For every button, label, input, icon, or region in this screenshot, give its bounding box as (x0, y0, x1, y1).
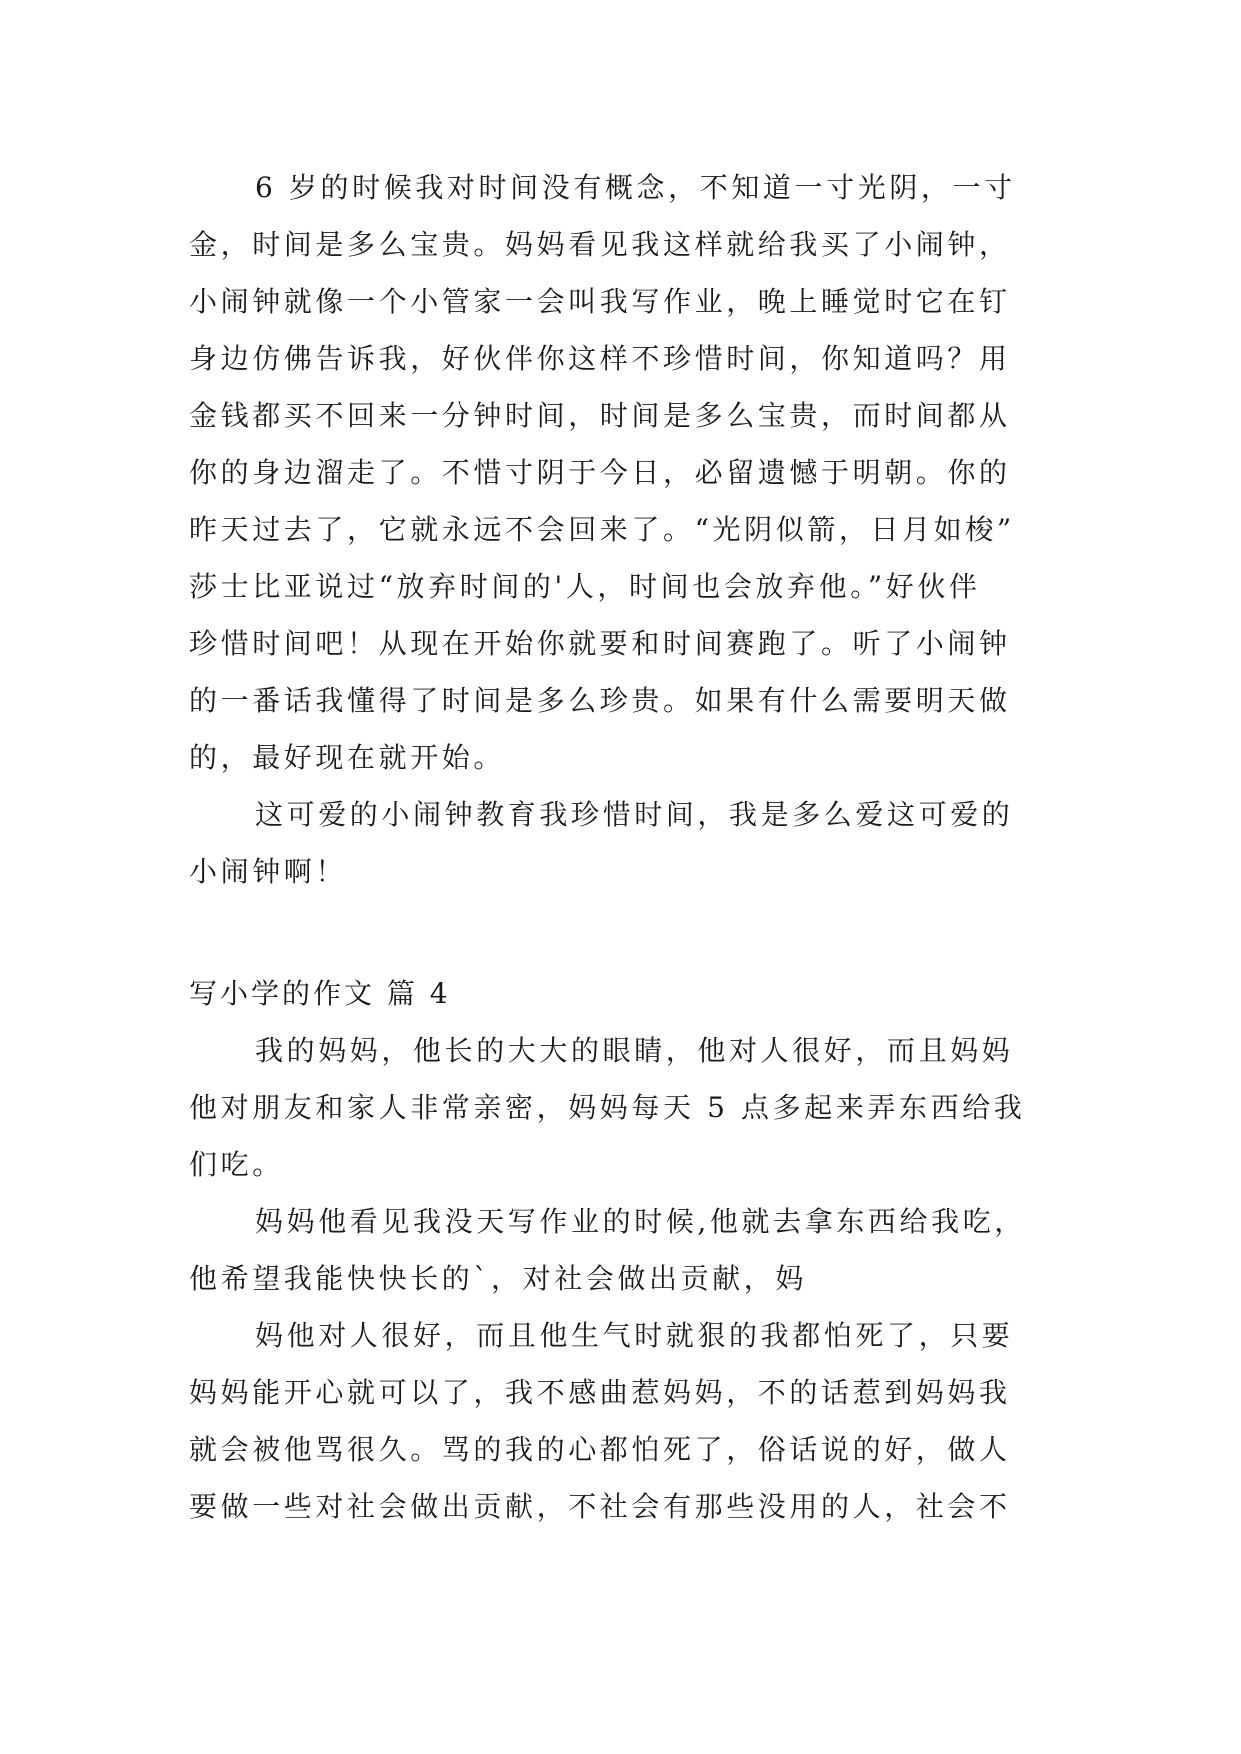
paragraph-line: 他希望我能快快长的`，对社会做出贡献，妈 (189, 1262, 808, 1295)
paragraph-line: 这可爱的小闹钟教育我珍惜时间，我是多么爱这可爱的 (255, 798, 1014, 831)
paragraph-line: 小闹钟啊！ (189, 855, 348, 888)
paragraph-line: 小闹钟就像一个小管家一会叫我写作业，晚上睡觉时它在钉 (189, 285, 1011, 318)
paragraph-line: 要做一些对社会做出贡献，不社会有那些没用的人，社会不 (189, 1490, 1011, 1523)
paragraph-line: 们吃。 (189, 1148, 284, 1181)
paragraph-line: 莎士比亚说过“放弃时间的'人，时间也会放弃他。”好伙伴 (189, 570, 981, 603)
paragraph-line: 的一番话我懂得了时间是多么珍贵。如果有什么需要明天做 (189, 684, 1011, 717)
paragraph-line: 金钱都买不回来一分钟时间，时间是多么宝贵，而时间都从 (189, 399, 1011, 432)
paragraph-line: 妈他对人很好，而且他生气时就狠的我都怕死了，只要 (255, 1319, 1014, 1352)
paragraph-line: 6 岁的时候我对时间没有概念，不知道一寸光阴，一寸 (255, 171, 1016, 204)
section-heading: 写小学的作文 篇 4 (189, 977, 451, 1010)
paragraph-line: 身边仿佛告诉我，好伙伴你这样不珍惜时间，你知道吗？用 (189, 342, 1011, 375)
paragraph-line: 我的妈妈，他长的大大的眼睛，他对人很好，而且妈妈 (255, 1034, 1014, 1067)
paragraph-line: 昨天过去了，它就永远不会回来了。“光阴似箭，日月如梭” (189, 513, 1015, 546)
paragraph-line: 的，最好现在就开始。 (189, 741, 506, 774)
paragraph-line: 珍惜时间吧！从现在开始你就要和时间赛跑了。听了小闹钟 (189, 627, 1011, 660)
paragraph-line: 妈妈他看见我没天写作业的时候,他就去拿东西给我吃， (255, 1205, 1026, 1238)
paragraph-line: 就会被他骂很久。骂的我的心都怕死了，俗话说的好，做人 (189, 1433, 1011, 1466)
paragraph-line: 金，时间是多么宝贵。妈妈看见我这样就给我买了小闹钟， (189, 228, 1011, 261)
paragraph-line: 他对朋友和家人非常亲密，妈妈每天 5 点多起来弄东西给我 (189, 1091, 1026, 1124)
paragraph-line: 你的身边溜走了。不惜寸阴于今日，必留遗憾于明朝。你的 (189, 456, 1011, 489)
paragraph-line: 妈妈能开心就可以了，我不感曲惹妈妈，不的话惹到妈妈我 (189, 1376, 1011, 1409)
